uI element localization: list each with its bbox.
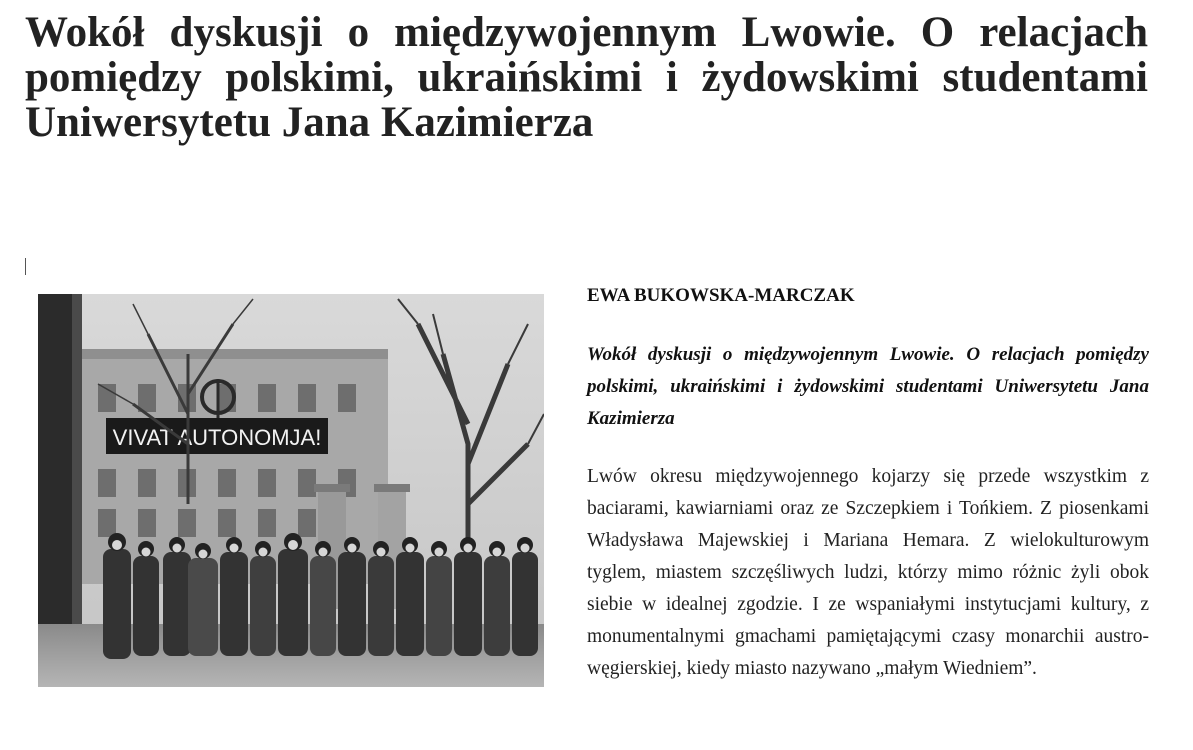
banner-text: VIVAT AUTONOMJA! bbox=[112, 425, 322, 450]
article-author: EWA BUKOWSKA-MARCZAK bbox=[587, 285, 855, 306]
article-content bbox=[587, 283, 1149, 685]
article-subtitle: Wokół dyskusji o międzywojennym Lwowie. O relacjach pomiędzy polskimi, ukraińskimi i żydowskimi studentami Uniwersytetu Jana Kazimierza bbox=[587, 344, 1149, 429]
article-lead-paragraph: Lwów okresu międzywojennego kojarzy się przede wszystkim z baciarami, kawiarniami oraz ze Szczepkiem i Tońkiem. Z piosenkami Władysława Majewskiej i Mariana Hemara. Z wielokulturowym tyglem, miastem szczęśliwych ludzi, którzy mimo różnic żyli obok siebie w idealnej zgodzie. I ze wspaniałymi instytucjami kultury, z monumentalnymi gmachami pamiętającymi czasy monarchii austro-węgierskiej, kiedy miasto nazywano „małym Wiedniem”. bbox=[587, 466, 1149, 679]
article-title: Wokół dyskusji o międzywojennym Lwowie. O relacjach pomiędzy polskimi, ukraińskimi i żydowskimi studentami Uniwersytetu Jana Kazimierza bbox=[25, 9, 1148, 146]
article-photo bbox=[38, 294, 544, 687]
text-cursor bbox=[25, 258, 26, 275]
